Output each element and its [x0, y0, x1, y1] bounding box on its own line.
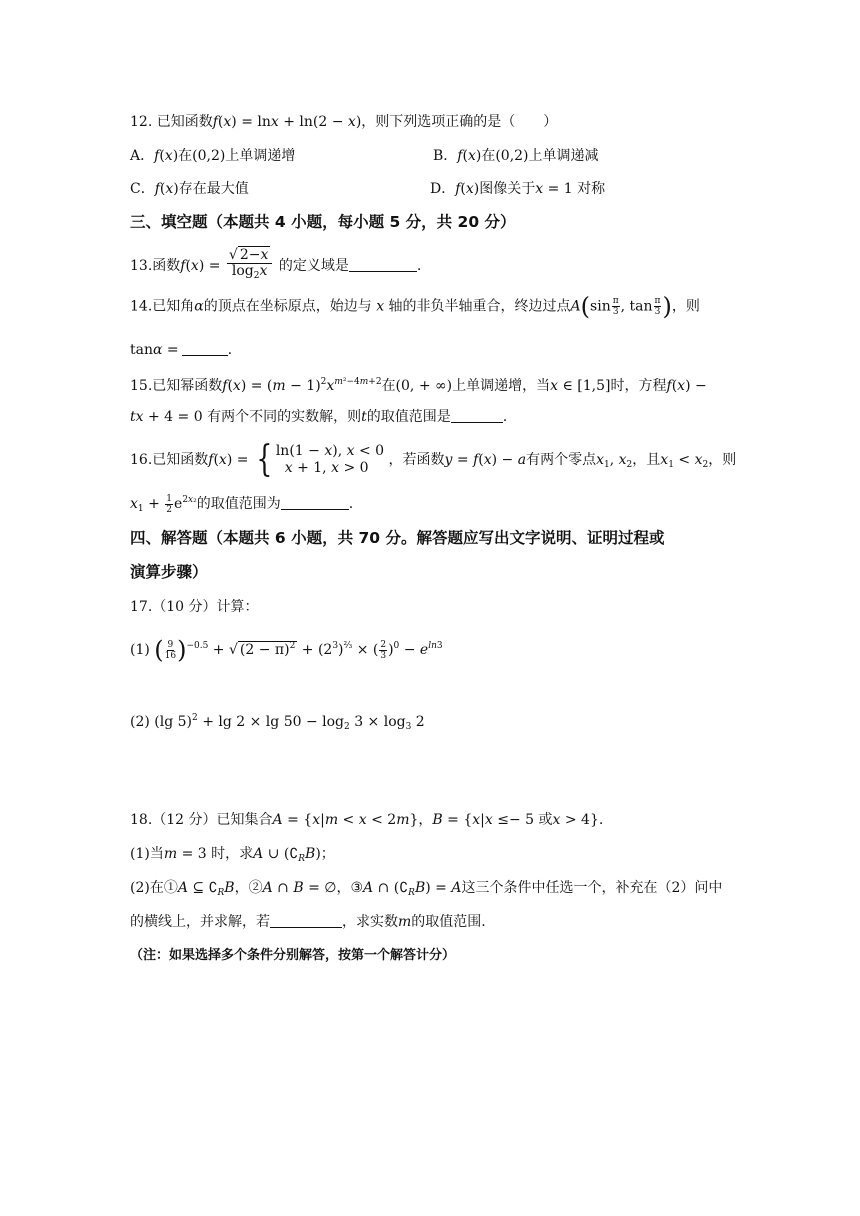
- q18-part2-line2: 的横线上，并求解，若 ，求实数m的取值范围.: [130, 914, 486, 930]
- q14-line2: tanα = .: [130, 342, 233, 358]
- section-3-heading: 三、填空题（本题共 4 小题，每小题 5 分，共 20 分）: [130, 213, 516, 231]
- q14-answer-blank[interactable]: [182, 341, 228, 356]
- q13-fraction: $\frac{√ 2-x}{\log_2x}$: [227, 248, 272, 284]
- q15-answer-blank[interactable]: [451, 408, 503, 423]
- q15-line2: tx + 4 = 0 有两个不同的实数解，则t的取值范围是 .: [130, 409, 508, 425]
- q17-part2: (2) (lg $5)^2 + \lg 2 \times \lg 50 - \log_2 3 \times \log_3 2$: [130, 713, 425, 732]
- q17-part1: (1) ( $\frac{9}{16}$ )$^{-0.5}$ + √ $(2 - \pi)^2 + (2^3)^{\frac{2}{3}}$ × ( $\frac{2}{3}$ )$^0 - e^{ln3}$: [130, 636, 443, 664]
- section-4-heading-line1: 四、解答题（本题共 6 小题，共 70 分。解答题应写出文字说明、证明过程或: [130, 529, 665, 547]
- q16-answer-blank[interactable]: [281, 495, 349, 510]
- q15-line1: 15.已知幂函数$f(x) = (m - 1)^2x^{m^2-4m+2}$在(0, + ∞)上单调递增，当x ∈ [1,5]时，方程f(x) −: [130, 377, 707, 394]
- q16-piecewise: ln(1 − x), x < 0 x + 1, x > 0: [275, 443, 385, 476]
- q17-title: 17.（10 分）计算：: [130, 599, 259, 615]
- q18-part2: (2)在①A ⊆ $∁_RB$，②A ∩ B = ∅，③A ∩ $(∁_RB) = A$这三个条件中任选一个，补充在（2）问中: [130, 880, 723, 898]
- q13-answer-blank[interactable]: [349, 257, 417, 272]
- q16-line1: 16.已知函数f(x) = { ln(1 − x), x < 0 x + 1, x > 0 ，若函数y = f(x) − a有两个零点$x_1$, $x_2$，且$x_1 < x_2$，则: [130, 439, 737, 480]
- q18-title: 18.（12 分）已知集合A = {x|m < x < 2m}，B = {x|x ≤− 5 或x > 4}.: [130, 812, 604, 828]
- q12-stem: 12. 已知函数f(x) = lnx + ln(2 − x)，则下列选项正确的是（ ）: [130, 114, 558, 130]
- q12-option-a: A．f(x)在(0,2)上单调递增: [130, 148, 296, 164]
- q18-part1: (1)当m = 3 时，求A ∪ $(∁_RB)$；: [130, 846, 335, 864]
- q18-note: （注：如果选择多个条件分别解答，按第一个解答计分）: [130, 948, 456, 963]
- q16-line2: $x_1$ + $\frac{1}{2}$ $e^{2x_2}$的取值范围为 .: [130, 493, 354, 515]
- q12-option-c: C．f(x)存在最大值: [130, 181, 249, 197]
- q14-line1: 14.已知角α的顶点在坐标原点，始边与 x 轴的非负半轴重合，终边过点A(sin $\frac{\pi}{3}$ , tan $\frac{\pi}{3}$ )，则: [130, 292, 700, 321]
- q13: 13.函数f(x) = $\frac{√ 2-x}{\log_2x}$ 的定义域是 .: [130, 248, 421, 284]
- section-4-heading-line2: 演算步骤）: [130, 563, 208, 581]
- q12-option-b: B．f(x)在(0,2)上单调递减: [433, 148, 599, 164]
- q18-answer-blank[interactable]: [270, 913, 342, 928]
- q12-option-d: D．f(x)图像关于x = 1 对称: [430, 181, 606, 197]
